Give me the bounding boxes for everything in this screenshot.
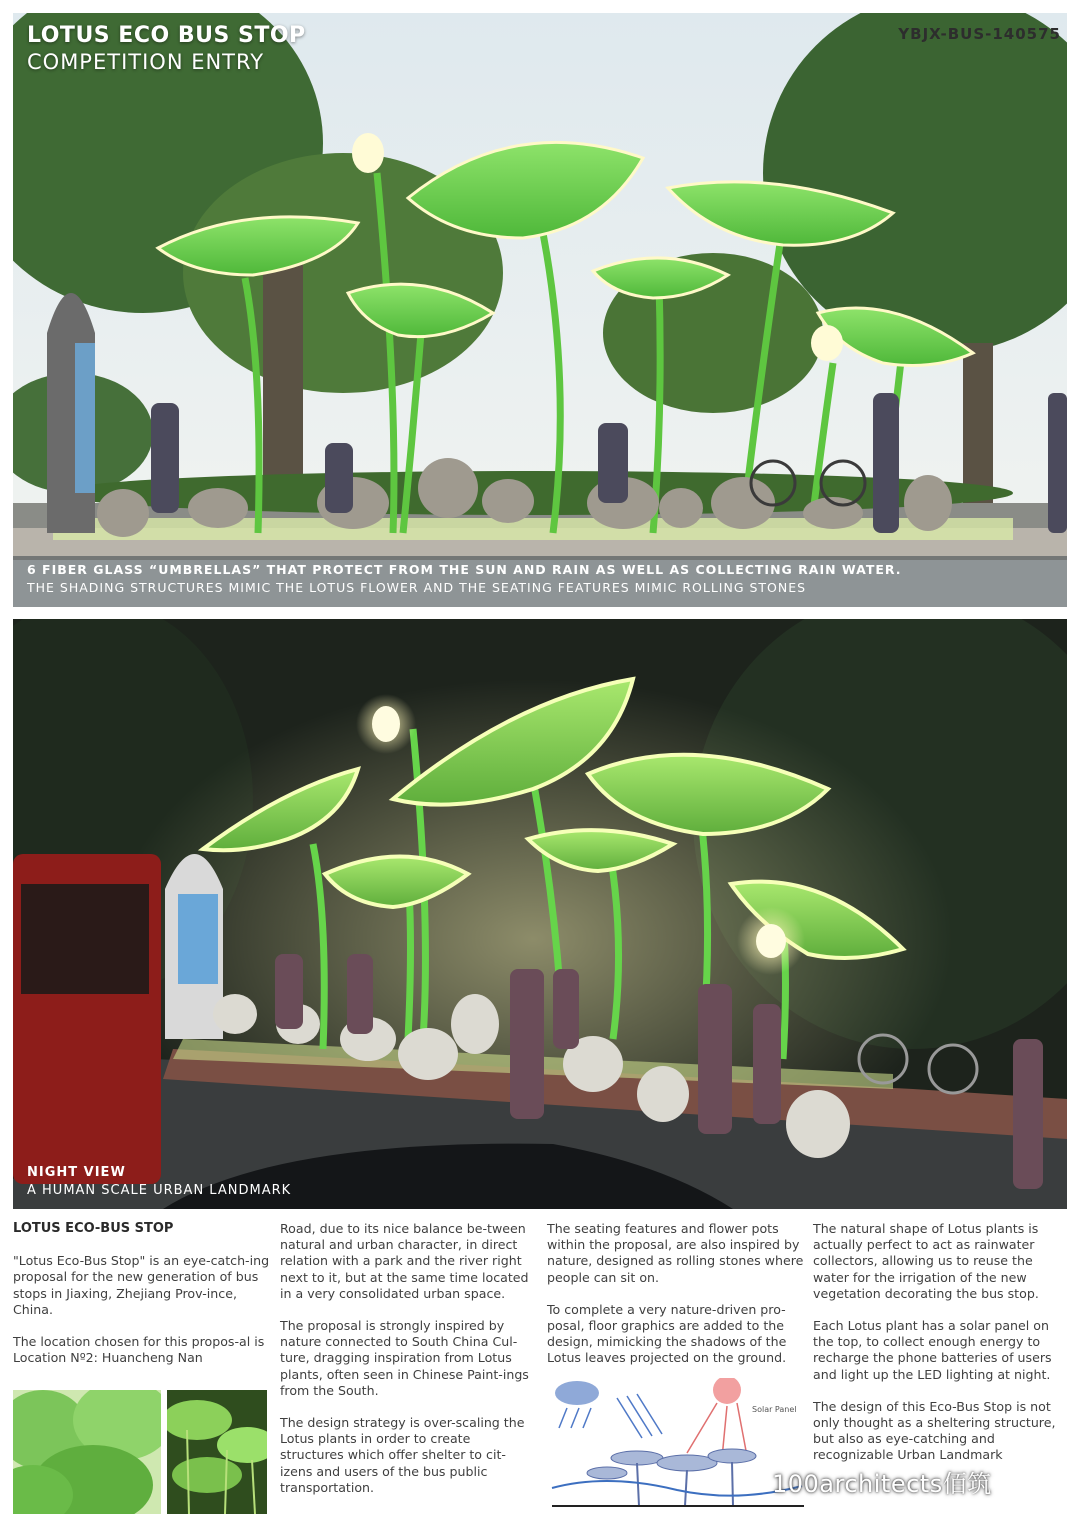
day-caption-light: THE SHADING STRUCTURES MIMIC THE LOTUS FLOWER AND THE SEATING FEATURES MIMIC ROLLING STONES	[27, 580, 807, 595]
paragraph: The design strategy is over-scaling the Lotus plants in order to create structures which offer shelter to cit-izens and users of the bus public transportation.	[280, 1415, 525, 1495]
text-column-4	[813, 1221, 1071, 1480]
paragraph: The location chosen for this propos-al is Location Nº2: Huancheng Nan	[13, 1334, 265, 1366]
text-column-3	[547, 1221, 805, 1383]
lotus-leaves-photo	[13, 1390, 161, 1514]
watermark: 100architects佰筑	[772, 1470, 992, 1498]
concept-sketch-drawing	[547, 1378, 809, 1516]
project-title: LOTUS ECO BUS STOP	[27, 23, 306, 48]
day-caption-bold: 6 FIBER GLASS “UMBRELLAS” THAT PROTECT FROM THE SUN AND RAIN AS WELL AS COLLECTING RAIN WATER.	[27, 562, 902, 577]
paragraph: The proposal is strongly inspired by nature connected to South China Cul-ture, dragging inspiration from Lotus plants, often seen in Chinese Paint-ings from the South.	[280, 1318, 529, 1398]
lotus-stems-photo	[167, 1390, 267, 1514]
text-column-1	[13, 1221, 271, 1382]
sketch-note: Solar Panel	[752, 1405, 797, 1414]
section-heading: LOTUS ECO-BUS STOP	[13, 1221, 174, 1236]
night-caption-bold: NIGHT VIEW	[27, 1165, 126, 1180]
day-caption-bar	[13, 556, 1067, 607]
day-scene-illustration	[13, 13, 1067, 607]
night-caption-light: A HUMAN SCALE URBAN LANDMARK	[27, 1183, 292, 1198]
paragraph: The design of this Eco-Bus Stop is not only thought as a sheltering structure, but also as eye-catching and recognizable Urban Landmark	[813, 1398, 1056, 1463]
day-render	[13, 13, 1067, 607]
concept-sketch	[547, 1378, 809, 1516]
project-subtitle: COMPETITION ENTRY	[27, 50, 265, 74]
paragraph: To complete a very nature-driven pro-posal, floor graphics are added to the design, mimicking the shadows of the Lotus leaves projected on the ground.	[547, 1301, 787, 1366]
lotus-stems-image	[167, 1390, 267, 1514]
night-scene-illustration	[13, 619, 1067, 1209]
night-caption	[27, 1165, 291, 1198]
night-render	[13, 619, 1067, 1209]
paragraph: The natural shape of Lotus plants is actually perfect to act as rainwater collectors, allowing us to reuse the water for the irrigation of the new vegetation decorating the bus stop.	[813, 1221, 1039, 1301]
title-block	[27, 23, 306, 74]
entry-code: YBJX-BUS-140575	[898, 25, 1061, 43]
paragraph: Road, due to its nice balance be-tween natural and urban character, in direct relation with a park and the river right next to it, but at the same time located in a very consolidated urban space.	[280, 1221, 529, 1301]
paragraph: Each Lotus plant has a solar panel on the top, to collect enough energy to recharge the phone batteries of users and light up the LED lighting at night.	[813, 1318, 1052, 1382]
paragraph: The seating features and flower pots within the proposal, are also inspired by nature, designed as rolling stones where people can sit on.	[547, 1221, 804, 1285]
lotus-leaves-image	[13, 1390, 161, 1514]
paragraph: "Lotus Eco-Bus Stop" is an eye-catch-ing proposal for the new generation of bus stops in Jiaxing, Zhejiang Prov-ince, China.	[13, 1253, 270, 1317]
text-column-2	[280, 1221, 538, 1512]
